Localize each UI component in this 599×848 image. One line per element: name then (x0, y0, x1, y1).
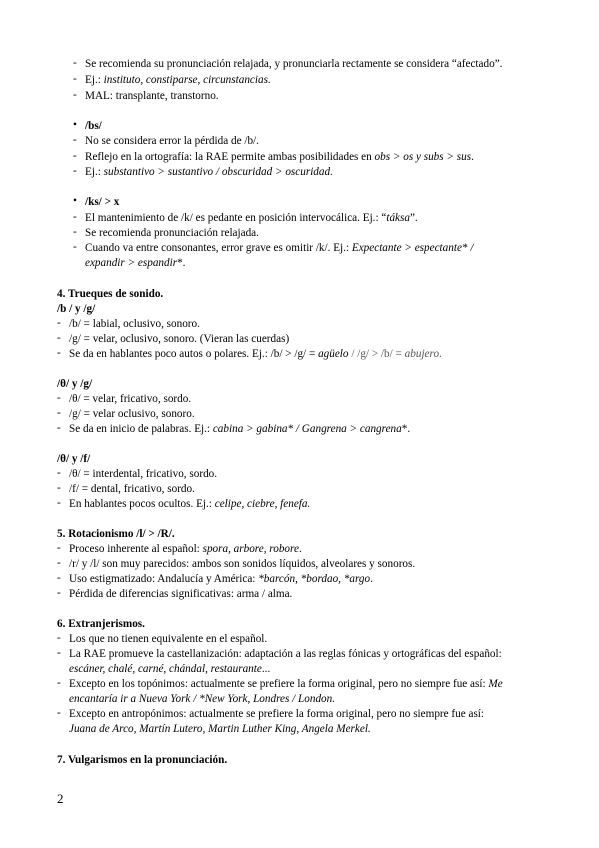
bullet: • (73, 195, 77, 207)
list-item-continuation: encantaría ir a Nueva York / *New York, Londres / London. (69, 693, 336, 705)
list-item: /b/ = labial, oclusivo, sonoro. (69, 318, 200, 330)
section-title: 7. Vulgarismos en la pronunciación. (57, 754, 228, 766)
list-item: Se recomienda su pronunciación relajada, y pronunciarla rectamente se considera “afectado”. (85, 58, 503, 70)
bullet: • (73, 119, 77, 131)
list-item: /g/ = velar, oclusivo, sonoro. (Vieran las cuerdas) (69, 333, 290, 345)
dash: - (57, 407, 61, 419)
subheading: /ks/ > x (85, 196, 120, 208)
dash: - (57, 677, 61, 689)
dash: - (57, 587, 61, 599)
list-item: La RAE promueve la castellanización: adaptación a las reglas fónicas y ortográficas del español: (69, 648, 502, 660)
list-item: MAL: transplante, transtorno. (85, 90, 219, 102)
dash: - (73, 226, 77, 238)
section-title: 6. Extranjerismos. (57, 618, 145, 630)
dash: - (57, 647, 61, 659)
dash: - (57, 632, 61, 644)
list-item: /θ/ = interdental, fricativo, sordo. (69, 468, 218, 480)
dash: - (73, 73, 77, 85)
page-number: 2 (57, 791, 64, 806)
list-item: /g/ = velar oclusivo, sonoro. (69, 408, 195, 420)
subheading: /θ/ y /g/ (57, 378, 93, 390)
list-item: /f/ = dental, fricativo, sordo. (69, 483, 195, 495)
list-item: Pérdida de diferencias significativas: arma / alma. (69, 588, 293, 600)
list-item-continuation: escáner, chalé, carné, chándal, restaurante... (69, 663, 271, 675)
dash: - (57, 422, 61, 434)
list-item: En hablantes pocos ocultos. Ej.: celipe, ciebre, fenefa. (69, 498, 311, 510)
subheading: /bs/ (85, 120, 102, 132)
dash: - (57, 557, 61, 569)
dash: - (57, 707, 61, 719)
dash: - (73, 57, 77, 69)
list-item: Ej.: substantivo > sustantivo / obscuridad > oscuridad. (85, 166, 333, 178)
list-item: /θ/ = velar, fricativo, sordo. (69, 393, 192, 405)
dash: - (57, 392, 61, 404)
subheading: /b / y /g/ (57, 303, 96, 315)
list-item: Reflejo en la ortografía: la RAE permite ambas posibilidades en obs > os y subs > sus. (85, 151, 474, 163)
list-item: Uso estigmatizado: Andalucía y América: *barcón, *bordao, *argo. (69, 573, 373, 585)
dash: - (57, 542, 61, 554)
list-item: Los que no tienen equivalente en el español. (69, 633, 268, 645)
list-item: Excepto en los topónimos: actualmente se prefiere la forma original, pero no siempre fue así: Me (69, 678, 503, 690)
list-item: Excepto en antropónimos: actualmente se prefiere la forma original, pero no siempre fue así: (69, 708, 485, 720)
list-item: Ej.: instituto, constiparse, circunstancias. (85, 74, 271, 86)
dash: - (73, 211, 77, 223)
dash: - (73, 134, 77, 146)
list-item-continuation: expandir > espandir*. (85, 257, 186, 269)
dash: - (57, 467, 61, 479)
dash: - (57, 497, 61, 509)
list-item-continuation: Juana de Arco, Martín Lutero, Martin Luther King, Angela Merkel. (69, 723, 371, 735)
dash: - (73, 241, 77, 253)
list-item: No se considera error la pérdida de /b/. (85, 135, 259, 147)
list-item: Se da en inicio de palabras. Ej.: cabina > gabina* / Gangrena > cangrena*. (69, 423, 411, 435)
list-item: El mantenimiento de /k/ es pedante en posición intervocálica. Ej.: “táksa”. (85, 212, 418, 224)
list-item: Se da en hablantes poco autos o polares. Ej.: /b/ > /g/ = agüelo / /g/ > /b/ = abujero. (69, 348, 442, 360)
list-item: Cuando va entre consonantes, error grave es omitir /k/. Ej.: Expectante > espectante* / (85, 242, 474, 254)
list-item: /r/ y /l/ son muy parecidos: ambos son sonidos líquidos, alveolares y sonoros. (69, 558, 416, 570)
dash: - (73, 150, 77, 162)
dash: - (57, 317, 61, 329)
dash: - (73, 165, 77, 177)
section-title: 4. Trueques de sonido. (57, 288, 164, 300)
dash: - (57, 347, 61, 359)
subheading: /θ/ y /f/ (57, 453, 91, 465)
section-title: 5. Rotacionismo /l/ > /R/. (57, 528, 175, 540)
dash: - (73, 89, 77, 101)
dash: - (57, 572, 61, 584)
dash: - (57, 332, 61, 344)
dash: - (57, 482, 61, 494)
list-item: Se recomienda pronunciación relajada. (85, 227, 259, 239)
list-item: Proceso inherente al español: spora, arbore, robore. (69, 543, 302, 555)
